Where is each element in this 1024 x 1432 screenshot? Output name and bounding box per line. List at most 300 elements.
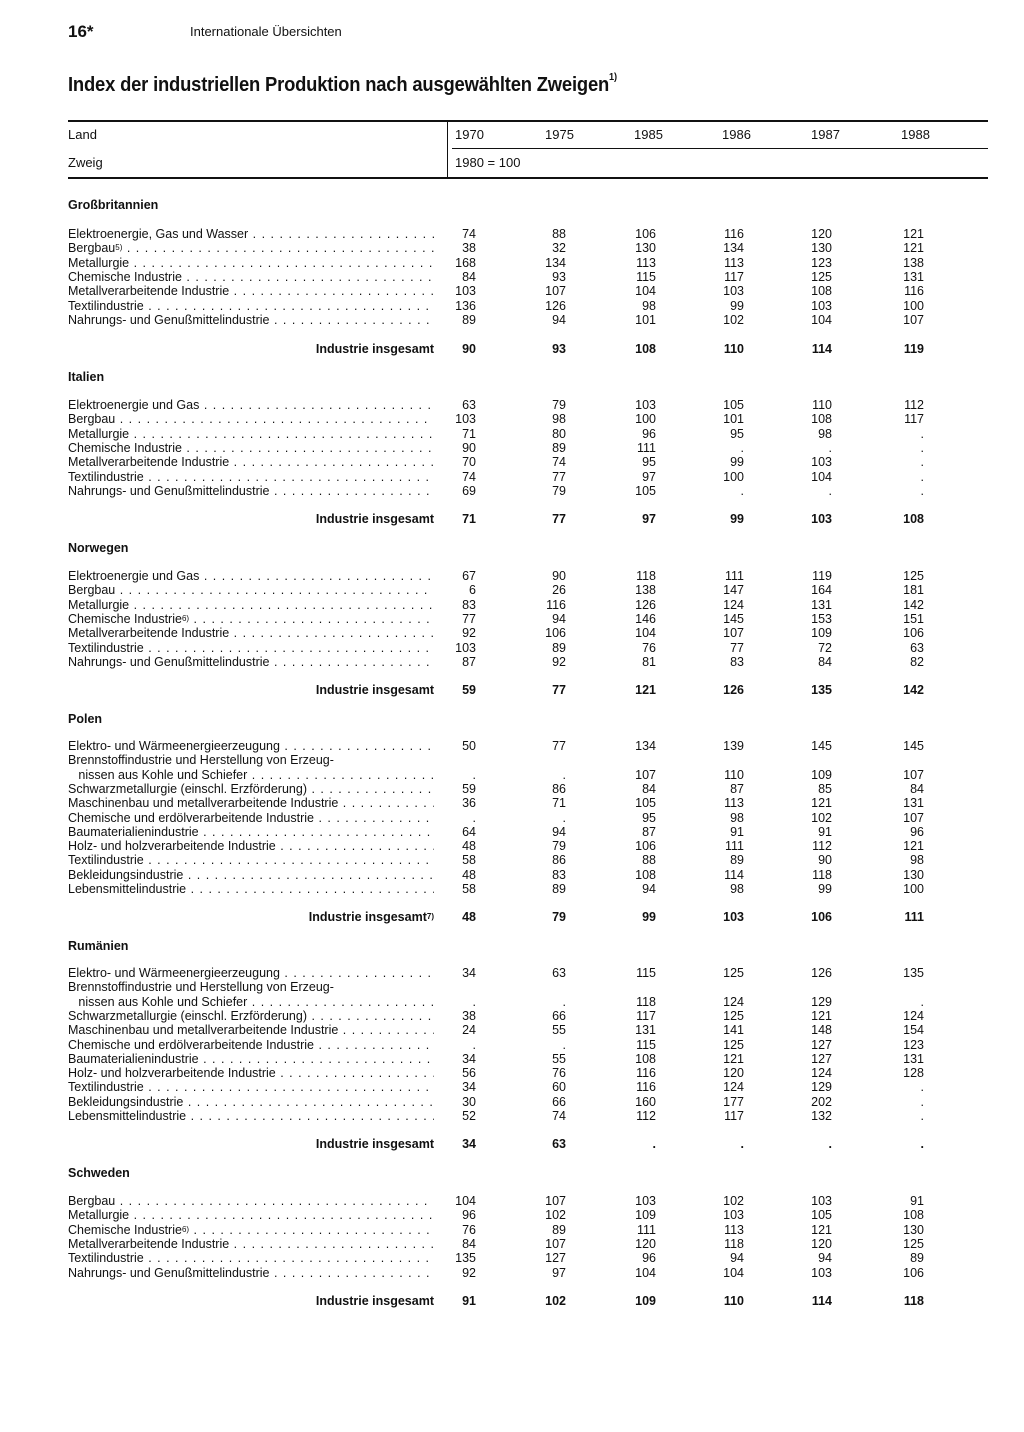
table-cell: 98 (730, 882, 744, 896)
table-cell: 104 (811, 469, 832, 484)
table-cell: 86 (552, 781, 566, 796)
total-cell: . (920, 1137, 924, 1151)
row-label-text: Brennstoffindustrie und Herstellung von Erzeug- (68, 753, 334, 768)
table-cell: 145 (723, 611, 744, 626)
row-label (68, 1251, 434, 1265)
table-cell: 124 (723, 994, 744, 1009)
table-cell: 121 (723, 1051, 744, 1066)
table-cell: 116 (636, 1066, 656, 1081)
table-cell: 118 (812, 867, 832, 882)
table-cell: 112 (812, 839, 832, 854)
table-cell: 63 (462, 398, 476, 412)
table-cell: 95 (730, 426, 744, 441)
table-cell: 107 (545, 1236, 566, 1251)
table-cell: 121 (903, 839, 924, 854)
table-cell: 83 (462, 597, 476, 612)
table-cell: 130 (903, 867, 924, 882)
table-cell: 107 (635, 767, 656, 782)
table-cell: . (562, 1037, 566, 1052)
table-cell: 92 (462, 626, 476, 641)
table-cell: 30 (462, 1094, 476, 1109)
table-cell: 145 (811, 739, 832, 753)
table-cell: 138 (635, 583, 656, 598)
table-cell: 103 (811, 298, 832, 313)
total-cell: 118 (903, 1294, 924, 1308)
row-label (68, 299, 434, 313)
row-label (68, 612, 434, 626)
table-cell: 85 (818, 781, 832, 796)
table-cell: 90 (552, 569, 566, 583)
table-cell: . (472, 810, 476, 825)
table-cell: 103 (811, 1194, 832, 1208)
table-cell: 91 (818, 824, 832, 839)
table-cell: 34 (462, 966, 476, 980)
table-cell: 97 (642, 469, 656, 484)
table-cell: . (920, 440, 924, 455)
table-cell: 131 (903, 269, 924, 284)
table-cell: 105 (723, 398, 744, 412)
table-cell: 98 (642, 298, 656, 313)
table-cell: 77 (462, 611, 476, 626)
table-cell: 84 (818, 654, 832, 669)
row-label (68, 1266, 434, 1280)
table-cell: 84 (910, 781, 924, 796)
table-cell: 129 (811, 994, 832, 1009)
table-cell: 154 (903, 1023, 924, 1038)
row-label-text: Elektro- und Wärmeenergieerzeugung (68, 966, 280, 980)
table-cell: 96 (642, 426, 656, 441)
row-label-text: Schwarzmetallurgie (einschl. Erzförderung) (68, 781, 307, 796)
row-label-text: Maschinenbau und metallverarbeitende Industrie (68, 796, 339, 811)
table-cell: 120 (723, 1066, 744, 1081)
table-cell: 76 (642, 640, 656, 655)
table-cell: 107 (545, 1194, 566, 1208)
row-label (68, 626, 434, 640)
table-cell: . (920, 455, 924, 470)
table-cell: 98 (818, 426, 832, 441)
total-cell: 77 (552, 512, 566, 526)
table-cell: 120 (635, 1236, 656, 1251)
table-cell: 103 (455, 284, 476, 299)
table-cell: 88 (552, 227, 566, 241)
table-cell: 102 (811, 810, 832, 825)
table-cell: 119 (812, 569, 832, 583)
table-cell: 6 (469, 583, 476, 598)
table-cell: 113 (636, 255, 656, 270)
country-heading: Schweden (68, 1166, 130, 1180)
table-cell: 55 (552, 1023, 566, 1038)
table-cell: . (920, 426, 924, 441)
table-cell: . (828, 483, 832, 498)
row-label-text: Textilindustrie (68, 1080, 144, 1095)
total-cell: 79 (552, 910, 566, 924)
table-cell: 102 (723, 1194, 744, 1208)
table-cell: 48 (462, 839, 476, 854)
table-cell: 100 (723, 469, 744, 484)
table-cell: 63 (910, 640, 924, 655)
table-cell: 104 (635, 1265, 656, 1280)
row-label-text: nissen aus Kohle und Schiefer (68, 767, 248, 782)
table-cell: 112 (636, 1109, 656, 1123)
table-cell: 142 (903, 597, 924, 612)
table-cell: 135 (455, 1251, 476, 1266)
table-cell: 115 (636, 966, 656, 980)
table-cell: 98 (552, 412, 566, 427)
country-heading: Polen (68, 712, 103, 726)
table-cell: 89 (552, 440, 566, 455)
table-cell: 87 (730, 781, 744, 796)
table-cell: . (920, 994, 924, 1009)
table-cell: 125 (903, 1236, 924, 1251)
table-cell: 106 (545, 626, 566, 641)
total-label-text: Industrie insgesamt (315, 512, 434, 526)
row-label (68, 796, 434, 810)
row-footnote: 5) (115, 243, 123, 253)
table-cell: 128 (903, 1066, 924, 1081)
table-cell: 136 (455, 298, 476, 313)
total-cell: 93 (552, 342, 566, 356)
row-label (68, 995, 434, 1009)
row-label (68, 768, 434, 782)
table-cell: 89 (552, 882, 566, 896)
row-label (68, 284, 434, 298)
table-cell: 121 (811, 1222, 832, 1237)
table-cell: 117 (636, 1008, 656, 1023)
table-cell: 90 (818, 853, 832, 868)
row-label-text: Textilindustrie (68, 298, 144, 313)
table-cell: 63 (552, 966, 566, 980)
table-cell: 130 (635, 241, 656, 256)
table-cell: 88 (642, 853, 656, 868)
table-cell: 103 (811, 455, 832, 470)
row-label-text: Metallurgie (68, 255, 130, 270)
table-cell: 202 (811, 1094, 832, 1109)
total-cell: 121 (635, 683, 656, 697)
table-cell: 111 (724, 569, 744, 583)
row-label (68, 811, 434, 825)
table-cell: 134 (635, 739, 656, 753)
table-cell: 177 (723, 1094, 744, 1109)
table-cell: 103 (455, 412, 476, 427)
row-label-text: Chemische Industrie (68, 440, 182, 455)
table-cell: 125 (723, 1008, 744, 1023)
table-cell: 118 (724, 1236, 744, 1251)
row-label-text: Nahrungs- und Genußmittelindustrie (68, 1265, 270, 1280)
table-cell: 104 (455, 1194, 476, 1208)
row-label-text: Textilindustrie (68, 469, 144, 484)
total-cell: 90 (462, 342, 476, 356)
year-header-1975: 1975 (545, 127, 574, 142)
row-label-text: Textilindustrie (68, 1251, 144, 1266)
total-cell: . (740, 1137, 744, 1151)
country-heading: Norwegen (68, 541, 129, 555)
table-cell: 123 (903, 1037, 924, 1052)
table-cell: 66 (552, 1008, 566, 1023)
table-cell: 72 (818, 640, 832, 655)
total-cell: . (652, 1137, 656, 1151)
table-cell: 125 (811, 269, 832, 284)
row-label-text: Elektroenergie und Gas (68, 569, 200, 583)
row-label-text: Textilindustrie (68, 853, 144, 868)
table-cell: 148 (811, 1023, 832, 1038)
table-cell: 115 (636, 269, 656, 284)
row-label (68, 868, 434, 882)
table-cell: 94 (552, 824, 566, 839)
table-cell: 101 (723, 412, 744, 427)
table-cell: 127 (811, 1051, 832, 1066)
row-label-text: Bergbau (68, 1194, 116, 1208)
table-cell: 121 (903, 227, 924, 241)
row-label (68, 1095, 434, 1109)
table-cell: . (920, 1080, 924, 1095)
table-cell: 91 (730, 824, 744, 839)
total-cell: 102 (545, 1294, 566, 1308)
table-cell: 103 (635, 1194, 656, 1208)
table-cell: 124 (723, 597, 744, 612)
table-cell: 105 (635, 796, 656, 811)
total-cell: 109 (635, 1294, 656, 1308)
table-cell: 117 (724, 1109, 744, 1123)
table-cell: 103 (723, 284, 744, 299)
table-cell: 71 (552, 796, 566, 811)
table-cell: 106 (903, 626, 924, 641)
total-footnote: 7) (426, 912, 434, 921)
table-cell: 132 (811, 1109, 832, 1123)
row-label-text: Bergbau (68, 412, 116, 427)
table-cell: 109 (635, 1208, 656, 1223)
year-header-1986: 1986 (722, 127, 751, 142)
table-cell: 80 (552, 426, 566, 441)
table-cell: 67 (462, 569, 476, 583)
table-cell: 38 (462, 1008, 476, 1023)
table-cell: 124 (723, 1080, 744, 1095)
total-cell: 71 (462, 512, 476, 526)
row-label-text: Metallurgie (68, 597, 130, 612)
row-label (68, 839, 434, 853)
table-cell: 103 (811, 1265, 832, 1280)
table-cell: 127 (545, 1251, 566, 1266)
row-label-text: Lebensmittelindustrie (68, 882, 187, 896)
table-cell: 76 (552, 1066, 566, 1081)
total-cell: 114 (811, 1294, 832, 1308)
table-cell: 168 (455, 255, 476, 270)
table-cell: 60 (552, 1080, 566, 1095)
table-cell: 109 (811, 626, 832, 641)
total-cell: 114 (811, 342, 832, 356)
table-cell: 69 (462, 483, 476, 498)
total-label-text: Industrie insgesamt (315, 683, 434, 697)
row-label (68, 227, 434, 241)
table-cell: 125 (903, 569, 924, 583)
table-cell: 107 (545, 284, 566, 299)
table-cell: 84 (642, 781, 656, 796)
table-cell: 147 (723, 583, 744, 598)
table-cell: 96 (910, 824, 924, 839)
table-cell: 111 (636, 440, 656, 455)
table-cell: 118 (636, 994, 656, 1009)
row-label (68, 980, 434, 994)
table-cell: 24 (462, 1023, 476, 1038)
row-label (68, 1194, 434, 1208)
table-cell: . (920, 469, 924, 484)
row-label-text: Baumaterialienindustrie (68, 824, 199, 839)
row-label (68, 753, 434, 767)
table-cell: 87 (642, 824, 656, 839)
total-label-text: Industrie insgesamt (315, 342, 434, 356)
table-cell: 77 (552, 469, 566, 484)
row-label-text: Chemische und erdölverarbeitende Industrie (68, 810, 314, 825)
table-cell: 104 (811, 312, 832, 327)
table-cell: 74 (462, 469, 476, 484)
total-cell: 135 (811, 683, 832, 697)
table-cell: 121 (903, 241, 924, 256)
table-cell: 95 (642, 455, 656, 470)
table-cell: 89 (462, 312, 476, 327)
table-cell: 102 (545, 1208, 566, 1223)
running-header: Internationale Übersichten (190, 24, 342, 39)
table-cell: 90 (462, 440, 476, 455)
row-label-text: Bekleidungsindustrie (68, 1094, 184, 1109)
table-cell: 108 (635, 867, 656, 882)
table-cell: 91 (910, 1194, 924, 1208)
row-label-text: Chemische Industrie (68, 1222, 182, 1237)
table-cell: 38 (462, 241, 476, 256)
row-label (68, 598, 434, 612)
row-label-text: Bekleidungsindustrie (68, 867, 184, 882)
table-cell: 84 (462, 1236, 476, 1251)
header-mid-rule (452, 148, 988, 149)
row-label (68, 1223, 434, 1237)
row-label-text: Nahrungs- und Genußmittelindustrie (68, 654, 270, 669)
table-cell: 121 (811, 796, 832, 811)
row-label (68, 1208, 434, 1222)
table-cell: 123 (811, 255, 832, 270)
table-cell: 112 (904, 398, 924, 412)
total-cell: 63 (552, 1137, 566, 1151)
table-cell: 134 (723, 241, 744, 256)
table-cell: 108 (635, 1051, 656, 1066)
table-cell: 106 (903, 1265, 924, 1280)
table-cell: 26 (552, 583, 566, 598)
table-cell: . (740, 440, 744, 455)
total-label (68, 1294, 434, 1308)
table-cell: 79 (552, 839, 566, 854)
row-label (68, 655, 434, 669)
row-label (68, 882, 434, 896)
table-cell: 76 (462, 1222, 476, 1237)
table-cell: 104 (723, 1265, 744, 1280)
year-header-1987: 1987 (811, 127, 840, 142)
table-cell: 126 (635, 597, 656, 612)
row-label (68, 966, 434, 980)
table-cell: 121 (811, 1008, 832, 1023)
table-cell: 120 (811, 1236, 832, 1251)
table-cell: . (920, 483, 924, 498)
row-label (68, 412, 434, 426)
total-label (68, 910, 434, 924)
table-cell: 126 (811, 966, 832, 980)
table-cell: 103 (455, 640, 476, 655)
table-cell: 87 (462, 654, 476, 669)
table-cell: 111 (636, 1222, 656, 1237)
row-label (68, 1038, 434, 1052)
table-cell: 84 (462, 269, 476, 284)
table-cell: 100 (903, 298, 924, 313)
total-cell: 126 (723, 683, 744, 697)
row-label-text: Chemische und erdölverarbeitende Industrie (68, 1037, 314, 1052)
row-label (68, 270, 434, 284)
row-label-text: Holz- und holzverarbeitende Industrie (68, 839, 276, 854)
table-cell: 101 (635, 312, 656, 327)
row-label (68, 1009, 434, 1023)
row-label-text: Metallurgie (68, 1208, 130, 1223)
table-cell: 107 (723, 626, 744, 641)
table-cell: 103 (635, 398, 656, 412)
table-cell: 92 (462, 1265, 476, 1280)
row-label-text: Textilindustrie (68, 640, 144, 655)
table-cell: 34 (462, 1051, 476, 1066)
table-cell: 77 (552, 739, 566, 753)
row-label-text: Chemische Industrie (68, 611, 182, 626)
total-cell: . (828, 1137, 832, 1151)
row-label-text: Baumaterialienindustrie (68, 1051, 199, 1066)
table-cell: 131 (903, 1051, 924, 1066)
row-label (68, 782, 434, 796)
row-label-text: Nahrungs- und Genußmittelindustrie (68, 483, 270, 498)
table-cell: 105 (811, 1208, 832, 1223)
table-cell: 74 (552, 1109, 566, 1123)
row-label-text: Metallurgie (68, 426, 130, 441)
table-cell: 125 (723, 1037, 744, 1052)
table-cell: 89 (552, 1222, 566, 1237)
row-label-text: Holz- und holzverarbeitende Industrie (68, 1066, 276, 1081)
total-cell: 110 (723, 1294, 744, 1308)
year-header-1988: 1988 (901, 127, 930, 142)
table-cell: 52 (462, 1109, 476, 1123)
table-cell: 48 (462, 867, 476, 882)
table-cell: 131 (903, 796, 924, 811)
row-label (68, 1109, 434, 1123)
table-cell: 93 (552, 269, 566, 284)
row-label (68, 641, 434, 655)
row-label-text: Elektroenergie, Gas und Wasser (68, 227, 249, 241)
table-cell: 141 (723, 1023, 744, 1038)
total-label (68, 683, 434, 697)
row-label-text: Elektroenergie und Gas (68, 398, 200, 412)
row-label (68, 313, 434, 327)
table-cell: 95 (642, 810, 656, 825)
table-cell: 105 (635, 483, 656, 498)
total-cell: 99 (730, 512, 744, 526)
table-cell: 98 (730, 810, 744, 825)
table-cell: 104 (635, 284, 656, 299)
table-cell: 108 (903, 1208, 924, 1223)
table-cell: 131 (635, 1023, 656, 1038)
table-cell: 74 (552, 455, 566, 470)
row-label (68, 1066, 434, 1080)
table-cell: 114 (724, 867, 744, 882)
year-header-1985: 1985 (634, 127, 663, 142)
page-number: 16* (68, 22, 94, 41)
total-cell: 108 (903, 512, 924, 526)
title-text: Index der industriellen Produktion nach ausgewählten Zweigen (68, 74, 610, 96)
row-label (68, 583, 434, 597)
col-header-land: Land (68, 127, 97, 142)
table-cell: . (828, 440, 832, 455)
table-cell: 116 (546, 597, 566, 612)
base-note: 1980 = 100 (455, 155, 521, 170)
table-cell: 138 (903, 255, 924, 270)
